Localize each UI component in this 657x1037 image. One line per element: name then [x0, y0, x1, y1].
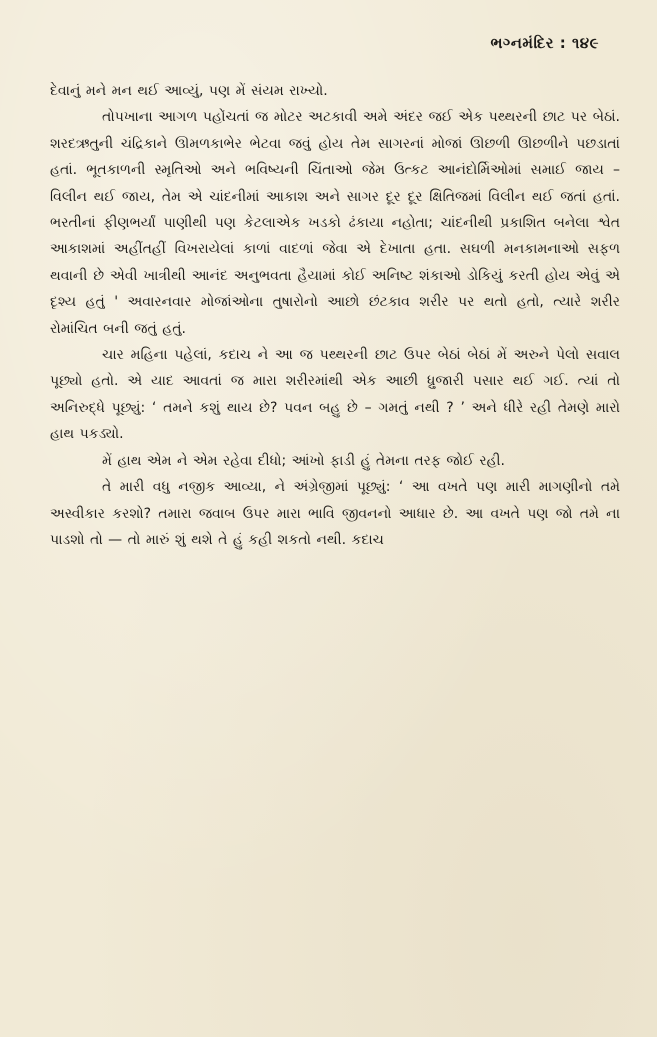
paragraph-memory: ચાર મહિના પહેલાં, કદાચ ને આ જ પથ્થરની છાટ ઉપર બેઠાં બેઠાં મેં અરુને પેલો સવાલ પૂછ્યો હતો. એ યાદ આવતાં જ મારા શરીરમાંથી એક આછી ધ્રુજારી પસાર થઈ ગઈ. ત્યાં તો અનિરુદ્ધે પૂછ્યું: ‘ તમને કશું થાય છે? પવન બહુ છે – ગમતું નથી ? ’ અને ધીરે રહી તેમણે મારો હાથ પકડ્યો. [50, 347, 620, 443]
paragraph-question: તે મારી વધુ નજીક આવ્યા, ને અંગ્રેજીમાં પૂછ્યું: ‘ આ વખતે પણ મારી માગણીનો તમે અસ્વીકાર કરશો? તમારા જવાબ ઉપર મારા ભાવિ જીવનનો આધાર છે. આ વખતે પણ જો તમે ના પાડશો તો — તો મારું શું થશે તે હું કહી શકતો નથી. કદાચ [50, 479, 620, 548]
body-text [50, 78, 620, 553]
paragraph-seaside-description: તોપખાના આગળ પહોંચતાં જ મોટર અટકાવી અમે અંદર જઈ એક પથ્થરની છાટ પર બેઠાં. શરદઋતુની ચંદ્રિકાને ઊમળકાભેર ભેટવા જવું હોય તેમ સાગરનાં મોજાં ઊછળી ઊછળીને પછડાતાં હતાં. ભૂતકાળની સ્મૃતિઓ અને ભવિષ્યની ચિંતાઓ જેમ ઉત્કટ આનંદોર્મિઓમાં સમાઈ જાય – વિલીન થઈ જાય, તેમ એ ચાંદનીમાં આકાશ અને સાગર દૂર દૂર ક્ષિતિજમાં વિલીન થઈ જતાં હતાં. ભરતીનાં ફીણભર્યાં પાણીથી પણ કેટલાએક ખડકો ઢંકાયા નહોતા; ચાંદનીથી પ્રકાશિત બનેલા શ્વેત આકાશમાં અહીંતહીં વિખરાયેલાં કાળાં વાદળાં જેવા એ દેખાતા હતા. સઘળી મનકામનાઓ સફળ થવાની છે એવી ખાત્રીથી આનંદ અનુભવતા હૈયામાં કોઈ અનિષ્ટ શંકાઓ ડોકિયું કરતી હોય એવું એ દૃશ્ય હતું ' અવારનવાર મોજાંઓના તુષારોનો આછો છંટકાવ શરીર પર થતો હતો, ત્યારે શરીર રોમાંચિત બની જતું હતું. [50, 109, 620, 337]
paragraph-continuation: દેવાનું મને મન થઈ આવ્યું, પણ મેં સંયમ રાખ્યો. [50, 83, 328, 99]
paragraph-response: મેં હાથ એમ ને એમ રહેવા દીધો; આંખો ફાડી હું તેમના તરફ જોઈ રહી. [102, 452, 506, 469]
running-head: ભગ્નમંદિર : ૧૪૯ [490, 34, 599, 52]
